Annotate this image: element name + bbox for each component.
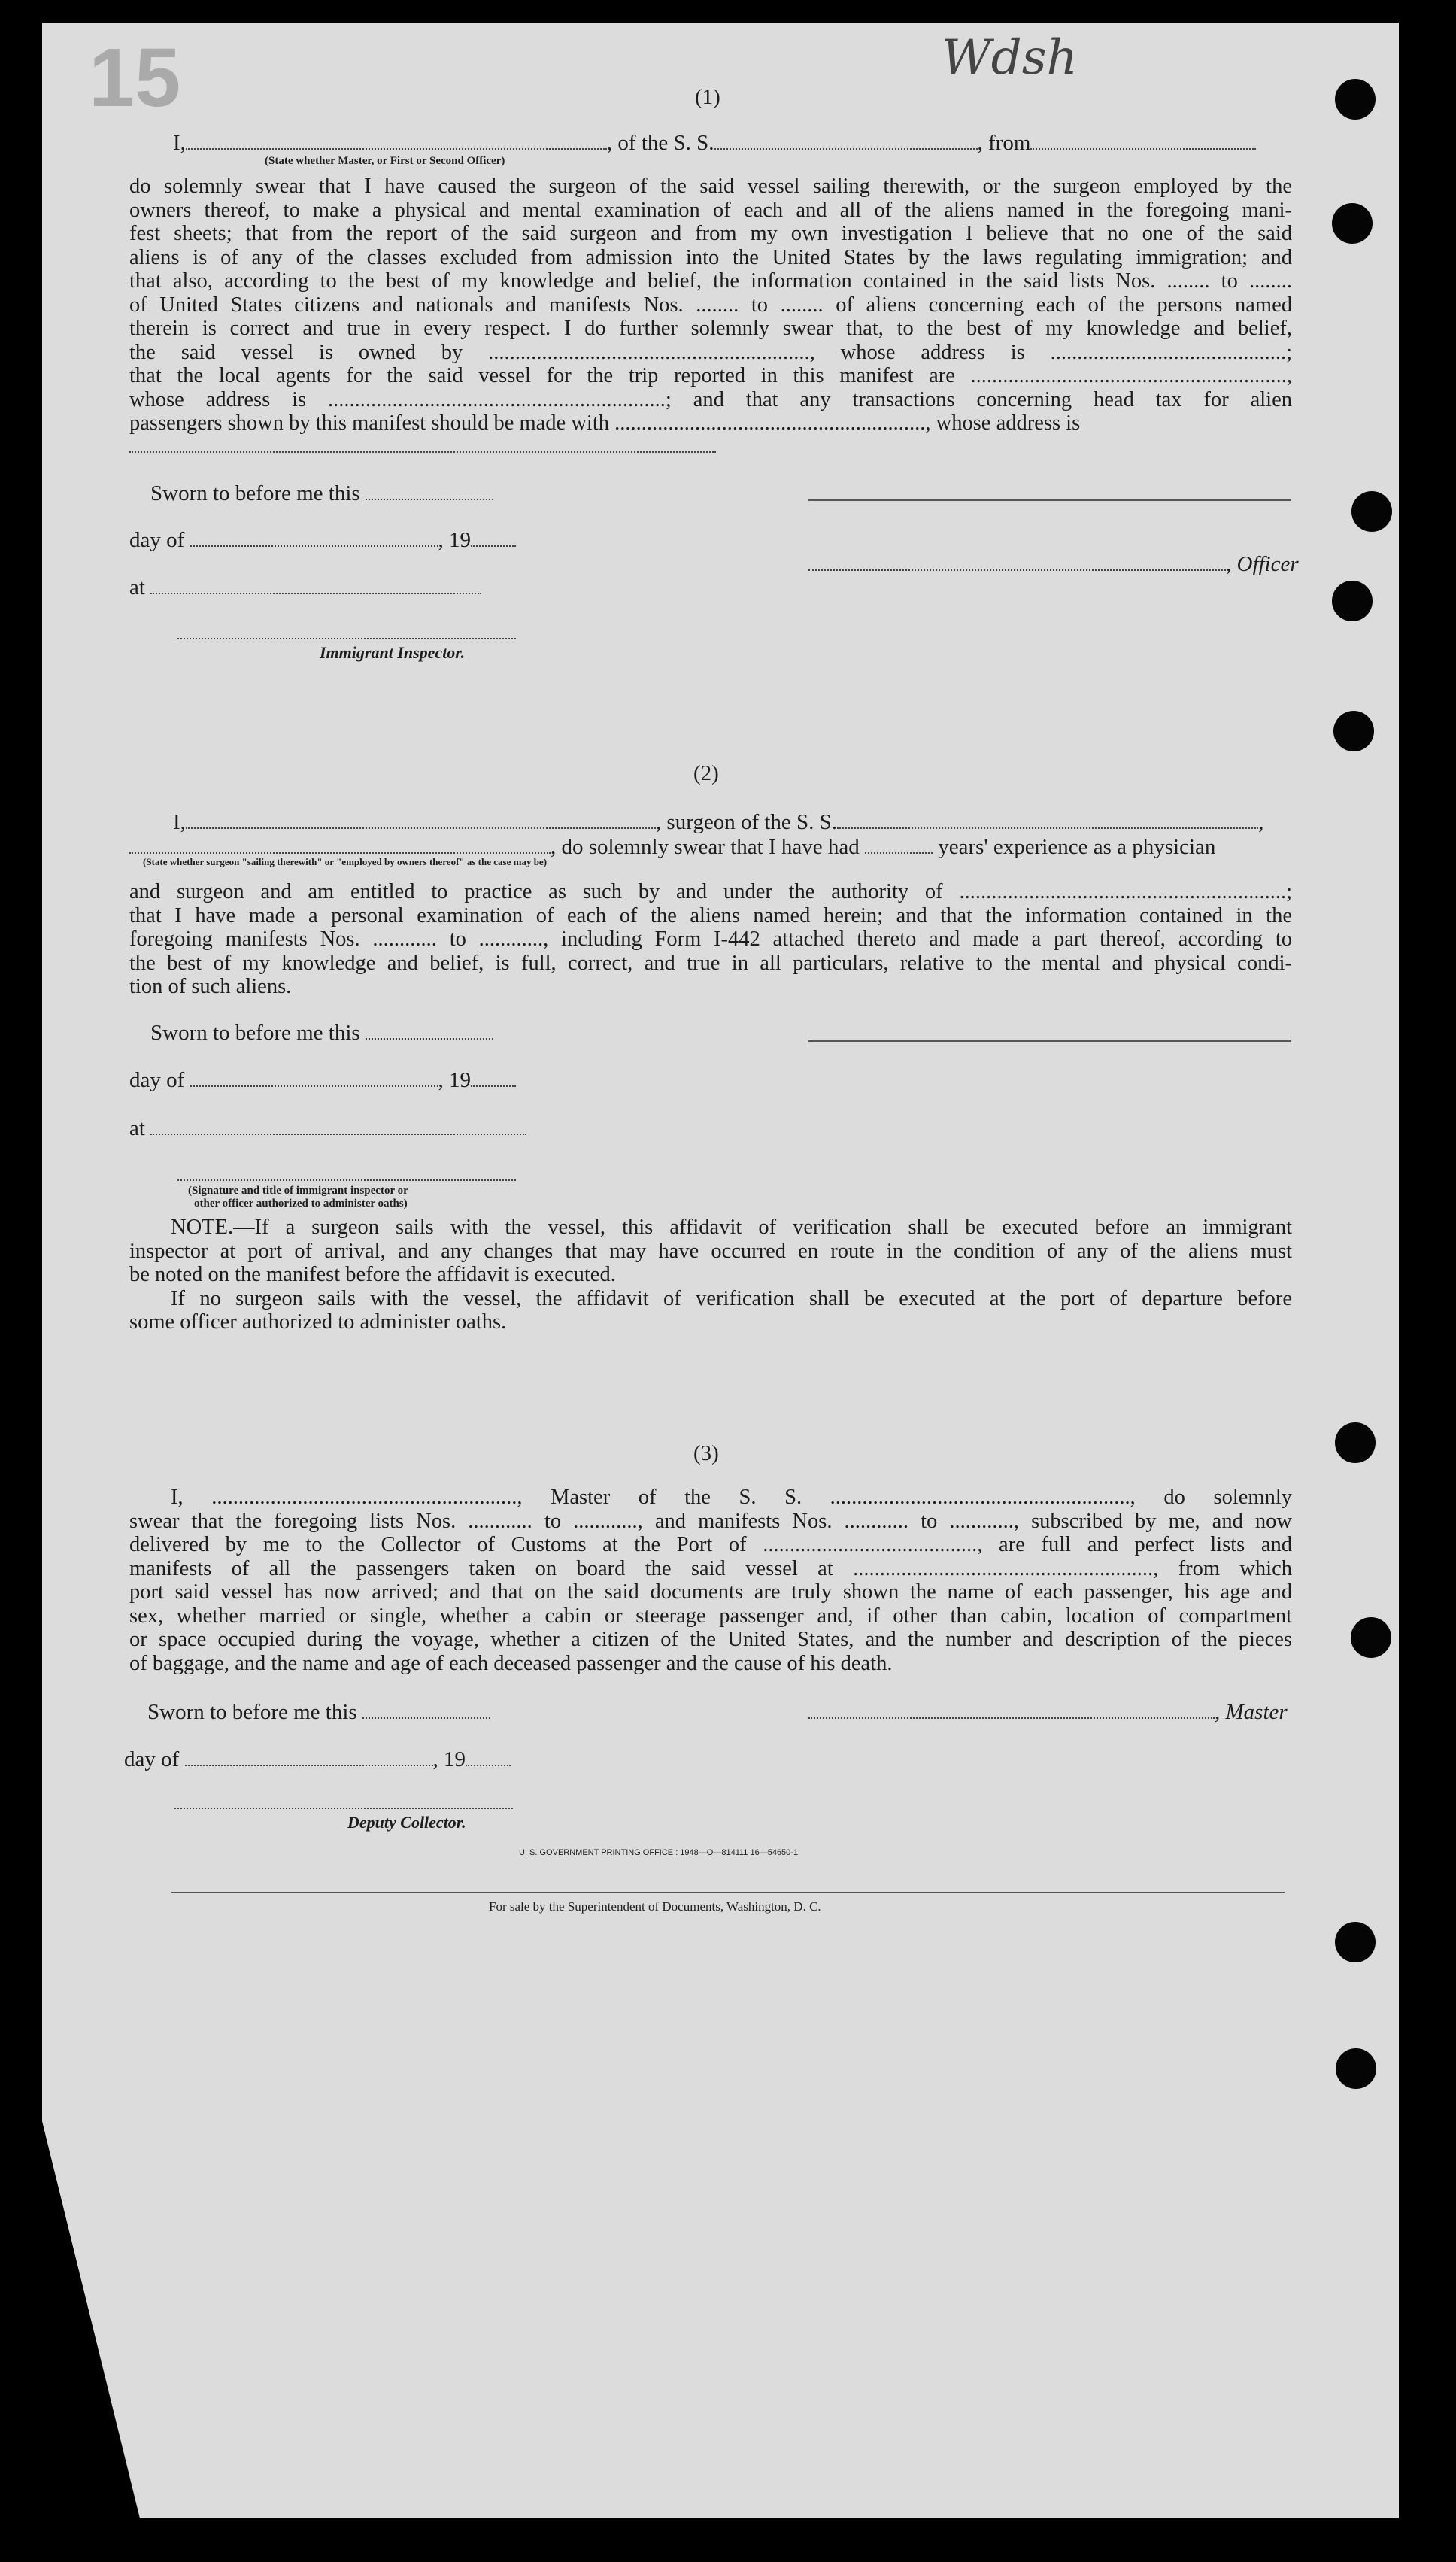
section1-continuation-line (129, 451, 716, 453)
binder-hole (1335, 1422, 1376, 1463)
section3-collector-label: Deputy Collector. (347, 1813, 466, 1832)
section3-master: , Master (808, 1700, 1288, 1725)
printing-office-imprint: U. S. GOVERNMENT PRINTING OFFICE : 1948—O—814111 16—54650-1 (519, 1848, 799, 1857)
section2-opening-line: I, , surgeon of the S. S. , (173, 810, 1264, 834)
section2-sworn: Sworn to before me this (150, 1021, 493, 1046)
section1-sworn: Sworn to before me this (150, 481, 493, 506)
section2-day: day of , 19 (129, 1068, 516, 1093)
binder-hole (1351, 1617, 1391, 1658)
section2-inspector-line (177, 1179, 516, 1181)
section1-signature-line-1 (808, 499, 1291, 501)
binder-hole (1336, 2048, 1376, 2089)
section1-heading: (1) (695, 85, 720, 109)
section3-collector-line (174, 1808, 513, 1809)
section1-caption: (State whether Master, or First or Second Officer) (265, 155, 505, 167)
section2-heading: (2) (693, 761, 719, 785)
section1-oath-text: do solemnly swear that I have caused the surgeon of the said vessel sailing therewith, or the surgeon employed by the owners thereof, to make a physical and mental examination of each and all of the aliens named in the foregoing mani- fest sheets; that from the report of the said surgeon and from my own investigation I believe that no one of the said aliens is of any of the classes excluded from admission into the United States by the laws regulating immigration; and that also, according to the best of my knowledge and belief, the information contained in the said lists Nos. ........ to ........ of United States citizens and nationals and manifests Nos. ........ to ........ of aliens concerning each of the persons named therein is correct and true in every respect. I do further solemnly swear that, to the best of my knowledge and belief, the said vessel is owned by ............................................................, whose address is ............................................; that the local agents for the said vessel for the trip reported in this manifest are ..........................................................., whose address is ...............................................................; and that any transactions concerning head tax for alien passengers shown by this manifest should be made with .........................................................., whose address is (129, 175, 1292, 435)
section1-officer: , Officer (808, 552, 1299, 577)
section1-inspector-label: Immigrant Inspector. (320, 643, 466, 662)
binder-hole (1332, 581, 1373, 621)
section2-sig-caption-1: (Signature and title of immigrant inspector or (188, 1185, 408, 1197)
section1-day: day of , 19 (129, 528, 516, 553)
corner-mark: 15 (89, 32, 181, 124)
section1-opening-line: I, , of the S. S. , from (173, 131, 1256, 156)
section2-at: at (129, 1116, 526, 1141)
sale-notice: For sale by the Superintendent of Documents, Washington, D. C. (489, 1899, 821, 1914)
section2-note: NOTE.—If a surgeon sails with the vessel, this affidavit of verification shall be executed before an immigrant inspector at port of arrival, and any changes that may have occurred en route in the condition of any of the aliens must be noted on the manifest before the affidavit is executed. If no surgeon sails with the vessel, the affidavit of verification shall be executed at the port of departure before some officer authorized to administer oaths. (129, 1216, 1292, 1334)
binder-hole (1333, 711, 1374, 751)
footer-rule (171, 1892, 1285, 1893)
section2-swear-line: , do solemnly swear that I have had years' experience as a physician (129, 835, 1215, 860)
binder-hole (1332, 203, 1373, 244)
section3-day: day of , 19 (124, 1747, 511, 1772)
binder-hole (1335, 1922, 1376, 1962)
section2-oath-text: and surgeon and am entitled to practice as such by and under the authority of .............................................................; that I have made a personal examination of each of the aliens named herein; and that the information contained in the foregoing manifests Nos. ............ to ............, including Form I-442 attached thereto and made a part thereof, according to the best of my knowledge and belief, is full, correct, and true in all particulars, relative to the mental and physical condi- tion of such aliens. (129, 880, 1292, 998)
section3-sworn: Sworn to before me this (147, 1700, 490, 1725)
section2-sig-caption-2: other officer authorized to administer oaths) (194, 1198, 408, 1210)
section3-oath-text: I, ........................................................., Master of the S. S. ........................................................, do solemnly swear that the foregoing lists Nos. ............ to ............, and manifests Nos. ............ to ............, subscribed by me, and now delivered by me to the Collector of Customs at the Port of ........................................, are full and perfect lists and manifests of all the passengers taken on board the said vessel at ........................................................, from which port said vessel has now arrived; and that on the said documents are truly shown the name of each passenger, his age and sex, whether married or single, whether a cabin or steerage passenger and, if other than cabin, location of compartment or space occupied during the voyage, whether a citizen of the United States, and the number and description of the pieces of baggage, and the name and age of each deceased passenger and the cause of his death. (129, 1486, 1292, 1675)
section3-heading: (3) (693, 1441, 719, 1465)
binder-hole (1351, 491, 1392, 532)
section2-signature-line (808, 1040, 1291, 1042)
section2-caption: (State whether surgeon "sailing therewith" or "employed by owners thereof" as the case may be) (143, 856, 548, 867)
section1-at: at (129, 575, 481, 600)
binder-hole (1335, 79, 1376, 120)
section1-inspector-line (177, 638, 516, 639)
handwritten-annotation: Wdsh (942, 30, 1078, 86)
